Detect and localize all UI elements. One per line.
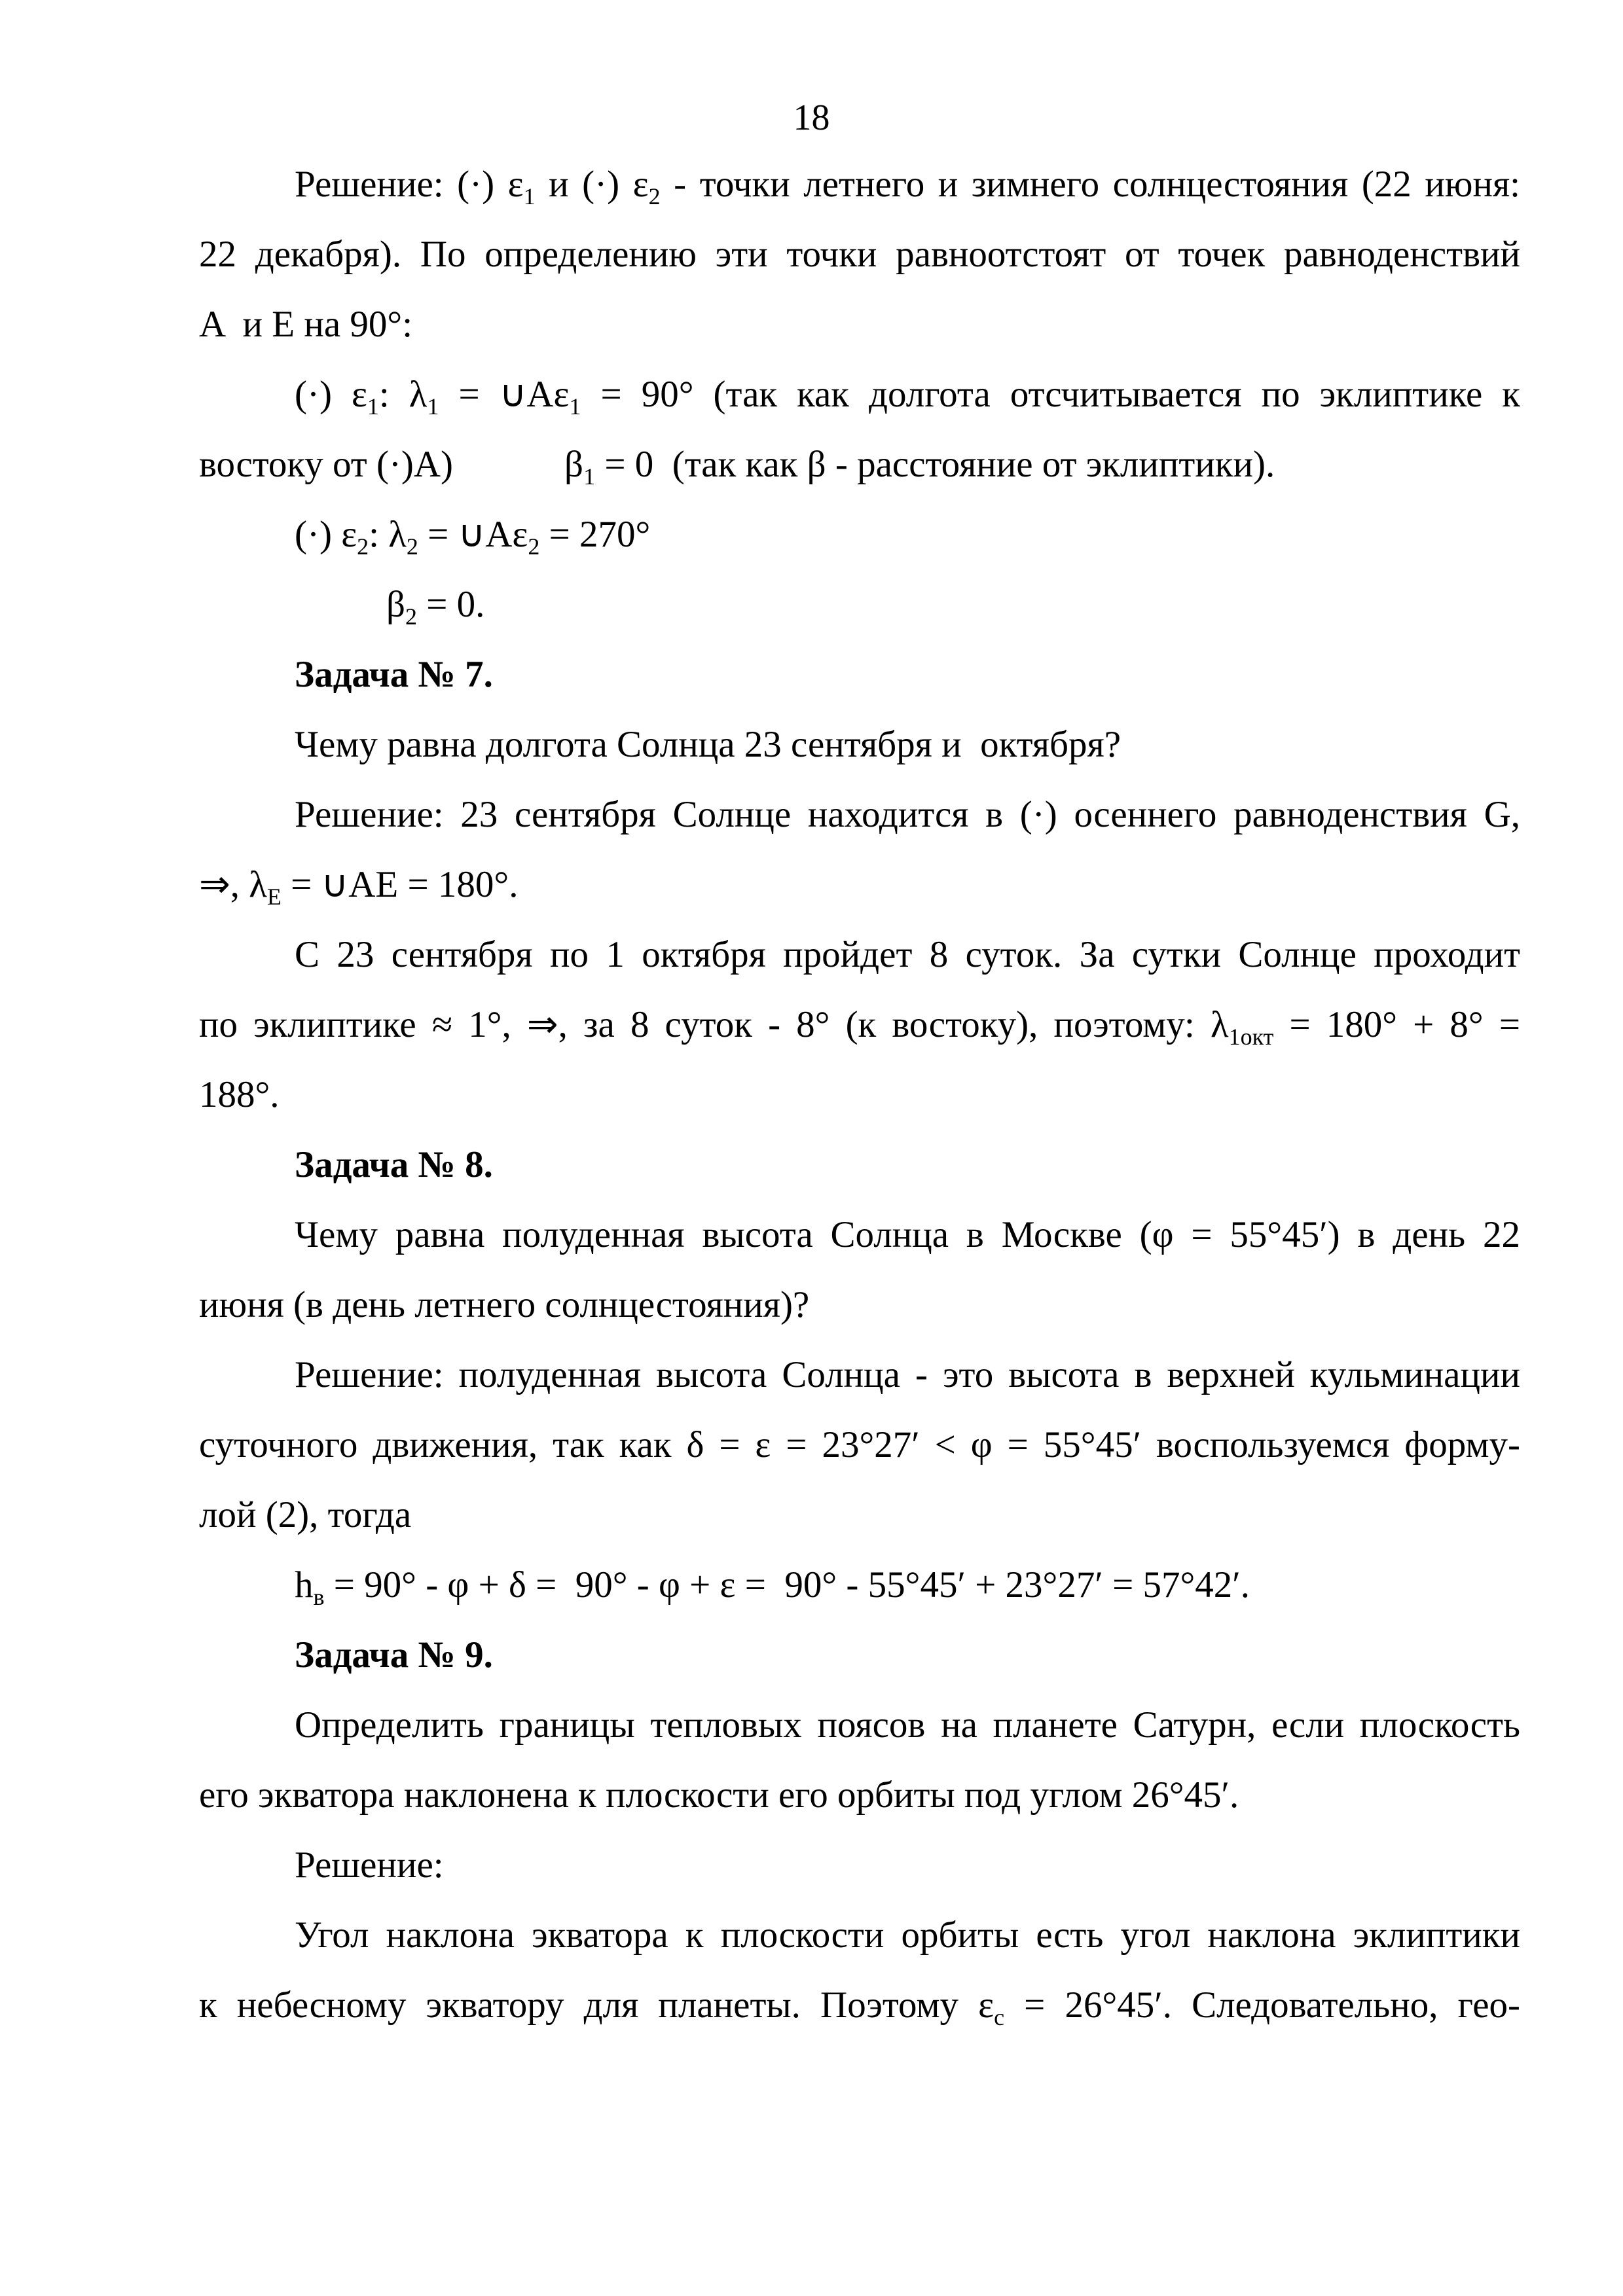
text-run: : λ [378, 374, 428, 415]
text-line [199, 932, 1520, 978]
text-line [199, 1002, 1520, 1048]
text-run: ⇒, λ [199, 864, 267, 905]
text-line [199, 1772, 1520, 1818]
text-line [199, 792, 1520, 838]
subscript: 1 [569, 393, 581, 420]
text-line [199, 1562, 1520, 1608]
text-run: A и E на 90°: [199, 304, 413, 345]
text-run: = ∪Aε [439, 374, 570, 415]
text-run: = 0 (так как β - расстояние от эклиптики). [595, 444, 1275, 485]
page-number: 18 [793, 98, 830, 138]
task-heading [199, 1142, 1520, 1188]
text-line [199, 862, 1520, 908]
subscript: 2 [648, 183, 661, 209]
subscript: 2 [357, 533, 369, 560]
text-run: Решение: полуденная высота Солнца - это высота в верхней кульминации [295, 1354, 1520, 1395]
text-run: = 90° (так как долгота отсчитывается по эклиптике к [581, 374, 1521, 415]
subscript: 2 [406, 533, 418, 560]
text-run: 188°. [199, 1074, 280, 1115]
text-run: Угол наклона экватора к плоскости орбиты есть угол наклона эклиптики [295, 1914, 1520, 1956]
text-run: = 26°45′. Следовательно, гео- [1004, 1984, 1520, 2026]
text-run: : λ [369, 514, 407, 555]
text-run: = 90° - φ + δ = 90° - φ + ε = 90° - 55°45′ + 23°27′ = 57°42′. [324, 1564, 1250, 1605]
text-line [199, 1702, 1520, 1748]
text-run: Решение: 23 сентября Солнце находится в (·) осеннего равноденствия G, [295, 794, 1520, 835]
text-line [199, 442, 1520, 488]
text-run: = 270° [539, 514, 651, 555]
text-run: его экватора наклонена к плоскости его орбиты под углом 26°45′. [199, 1774, 1239, 1816]
text-run: лой (2), тогда [199, 1494, 412, 1535]
subscript: E [266, 884, 282, 910]
text-run: Задача № 9. [295, 1634, 493, 1676]
text-line [199, 1282, 1520, 1328]
text-run: июня (в день летнего солнцестояния)? [199, 1284, 810, 1325]
text-line [199, 1982, 1520, 2028]
text-line [199, 1422, 1520, 1468]
text-run: С 23 сентября по 1 октября пройдет 8 суток. За сутки Солнце проходит [295, 934, 1520, 975]
task-heading [199, 652, 1520, 698]
task-heading [199, 1632, 1520, 1678]
text-line [199, 232, 1520, 278]
subscript: 1 [367, 393, 379, 420]
subscript: 1 [427, 393, 439, 420]
text-run: востоку от (·)A) [199, 444, 454, 485]
subscript: c [994, 2004, 1005, 2030]
text-run: (·) ε [295, 514, 357, 555]
text-run: Задача № 7. [295, 654, 493, 695]
text-run: = ∪Aε [418, 514, 528, 555]
text-line [199, 1352, 1520, 1398]
text-run: Чему равна полуденная высота Солнца в Москве (φ = 55°45′) в день 22 [295, 1214, 1520, 1255]
text-line [199, 1072, 1520, 1118]
subscript: 1окт [1228, 1024, 1274, 1050]
text-run: = 180° + 8° = [1273, 1004, 1520, 1045]
text-line [199, 1912, 1520, 1958]
text-run: h [295, 1564, 314, 1605]
subscript: 1 [583, 463, 596, 490]
text-run: Определить границы тепловых поясов на планете Сатурн, если плоскость [295, 1704, 1520, 1746]
text-run: к небесному экватору для планеты. Поэтому ε [199, 1984, 994, 2026]
text-line [199, 1492, 1520, 1538]
text-run: Решение: (·) ε [295, 164, 524, 205]
text-run: (·) ε [295, 374, 367, 415]
text-run: Чему равна долгота Солнца 23 сентября и октября? [295, 724, 1121, 765]
subscript: в [313, 1584, 325, 1610]
text-line [199, 162, 1520, 207]
subscript: 2 [405, 603, 418, 630]
text-run: - точки летнего и зимнего солнцестояния (22 июня: [660, 164, 1521, 205]
text-line [199, 302, 1520, 348]
text-run: β [564, 444, 584, 485]
subscript: 1 [523, 183, 536, 209]
text-run: β [386, 584, 406, 625]
text-run: суточного движения, так как δ = ε = 23°27′ < φ = 55°45′ воспользуемся форму- [199, 1424, 1520, 1465]
text-run: = ∪AE = 180°. [281, 864, 519, 905]
text-line [199, 722, 1520, 768]
text-run: Задача № 8. [295, 1144, 493, 1185]
subscript: 2 [528, 533, 540, 560]
text-run: = 0. [417, 584, 485, 625]
text-run: 22 декабря). По определению эти точки равноотстоят от точек равноденствий [199, 234, 1520, 275]
text-run: Решение: [295, 1844, 444, 1886]
text-run: по эклиптике ≈ 1°, ⇒, за 8 суток - 8° (к востоку), поэтому: λ [199, 1004, 1229, 1045]
text-run: и (·) ε [535, 164, 649, 205]
text-line [199, 372, 1520, 418]
text-line [199, 1842, 1520, 1888]
text-line [199, 512, 1520, 558]
text-line [199, 1212, 1520, 1258]
text-line [199, 582, 1520, 628]
